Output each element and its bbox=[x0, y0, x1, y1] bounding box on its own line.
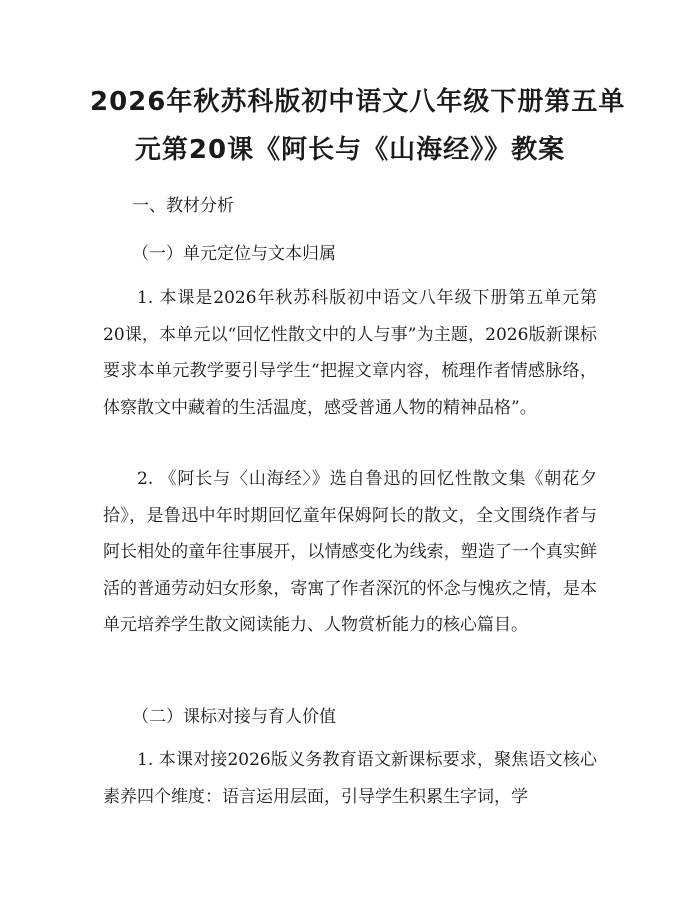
section-heading-textbook-analysis: 一、教材分析 bbox=[132, 196, 234, 216]
subsection-heading-curriculum-value: （二）课标对接与育人价值 bbox=[132, 707, 336, 727]
subsection-heading-unit-positioning: （一）单元定位与文本归属 bbox=[132, 244, 336, 264]
paragraph-curriculum-alignment: 1. 本课对接2026版义务教育语文新课标要求，聚焦语文核心素养四个维度：语言运用层面，引导学生积累生字词，学 bbox=[103, 750, 597, 807]
paragraph-text-source: 2. 《阿长与〈山海经〉》选自鲁迅的回忆性散文集《朝花夕拾》，是鲁迅中年时期回忆童年保姆阿长的散文，全文围绕作者与阿长相处的童年往事展开，以情感变化为线索，塑造了一个真实鲜活的普通劳动妇女形象，寄寓了作者深沉的怀念与愧疚之情，是本单元培养学生散文阅读能力、人物赏析能力的核心篇目。 bbox=[103, 469, 597, 635]
document-title-line-1: 2026年秋苏科版初中语文八年级下册第五单 bbox=[90, 87, 626, 117]
document-title-line-2: 元第20课《阿长与《山海经》》教案 bbox=[134, 135, 566, 165]
paragraph-unit-context: 1. 本课是2026年秋苏科版初中语文八年级下册第五单元第20课，本单元以“回忆性散文中的人与事”为主题，2026版新课标要求本单元教学要引导学生“把握文章内容，梳理作者情感脉络，体察散文中藏着的生活温度，感受普通人物的精神品格”。 bbox=[103, 288, 597, 418]
